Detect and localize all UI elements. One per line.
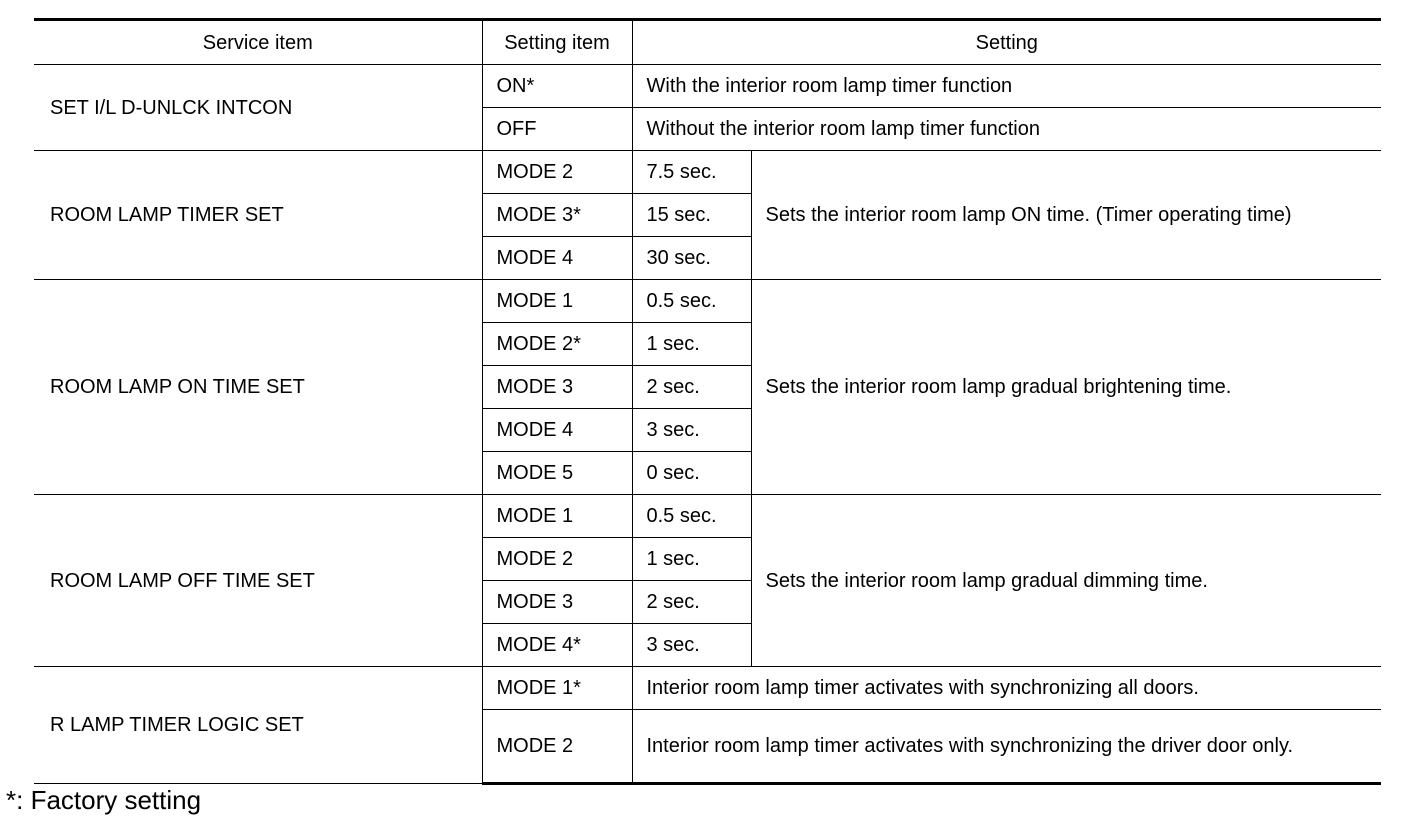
setting-value-cell: 30 sec. — [632, 237, 751, 280]
setting-item-cell: MODE 2* — [482, 323, 632, 366]
setting-cell: Interior room lamp timer activates with synchronizing all doors. — [632, 667, 1381, 710]
service-item-cell: ROOM LAMP TIMER SET — [34, 151, 482, 280]
service-item-cell: SET I/L D-UNLCK INTCON — [34, 65, 482, 151]
setting-item-cell: MODE 1* — [482, 667, 632, 710]
setting-value-cell: 0 sec. — [632, 452, 751, 495]
setting-value-cell: 0.5 sec. — [632, 280, 751, 323]
setting-item-cell: MODE 3* — [482, 194, 632, 237]
service-item-cell: ROOM LAMP ON TIME SET — [34, 280, 482, 495]
setting-item-cell: MODE 3 — [482, 581, 632, 624]
setting-item-cell: ON* — [482, 65, 632, 108]
table-row — [34, 667, 1381, 710]
setting-item-cell: MODE 4 — [482, 409, 632, 452]
setting-item-cell: MODE 1 — [482, 495, 632, 538]
setting-value-cell: 0.5 sec. — [632, 495, 751, 538]
factory-setting-footnote: *: Factory setting — [6, 785, 202, 815]
setting-value-cell: 2 sec. — [632, 581, 751, 624]
setting-value-cell: 1 sec. — [632, 323, 751, 366]
setting-item-cell: MODE 2 — [482, 710, 632, 784]
table-row — [34, 65, 1381, 108]
header-setting: Setting — [632, 20, 1381, 65]
setting-cell: Interior room lamp timer activates with synchronizing the driver door only. — [632, 710, 1381, 784]
setting-description-cell: Sets the interior room lamp gradual brightening time. — [751, 280, 1381, 495]
setting-cell: Without the interior room lamp timer function — [632, 108, 1381, 151]
setting-value-cell: 15 sec. — [632, 194, 751, 237]
service-item-cell: R LAMP TIMER LOGIC SET — [34, 667, 482, 784]
header-row — [34, 20, 1381, 65]
header-setting-item: Setting item — [482, 20, 632, 65]
setting-value-cell: 3 sec. — [632, 624, 751, 667]
setting-item-cell: MODE 4* — [482, 624, 632, 667]
setting-item-cell: MODE 2 — [482, 151, 632, 194]
setting-description-cell: Sets the interior room lamp ON time. (Timer operating time) — [751, 151, 1381, 280]
setting-value-cell: 1 sec. — [632, 538, 751, 581]
setting-value-cell: 7.5 sec. — [632, 151, 751, 194]
setting-value-cell: 2 sec. — [632, 366, 751, 409]
header-service-item: Service item — [34, 20, 482, 65]
setting-item-cell: MODE 1 — [482, 280, 632, 323]
setting-item-cell: MODE 2 — [482, 538, 632, 581]
setting-value-cell: 3 sec. — [632, 409, 751, 452]
table-row — [34, 280, 1381, 323]
setting-item-cell: MODE 5 — [482, 452, 632, 495]
table-row — [34, 151, 1381, 194]
service-settings-table — [34, 18, 1381, 785]
table-row — [34, 495, 1381, 538]
setting-item-cell: MODE 4 — [482, 237, 632, 280]
setting-item-cell: OFF — [482, 108, 632, 151]
setting-cell: With the interior room lamp timer function — [632, 65, 1381, 108]
setting-item-cell: MODE 3 — [482, 366, 632, 409]
setting-description-cell: Sets the interior room lamp gradual dimming time. — [751, 495, 1381, 667]
service-item-cell: ROOM LAMP OFF TIME SET — [34, 495, 482, 667]
